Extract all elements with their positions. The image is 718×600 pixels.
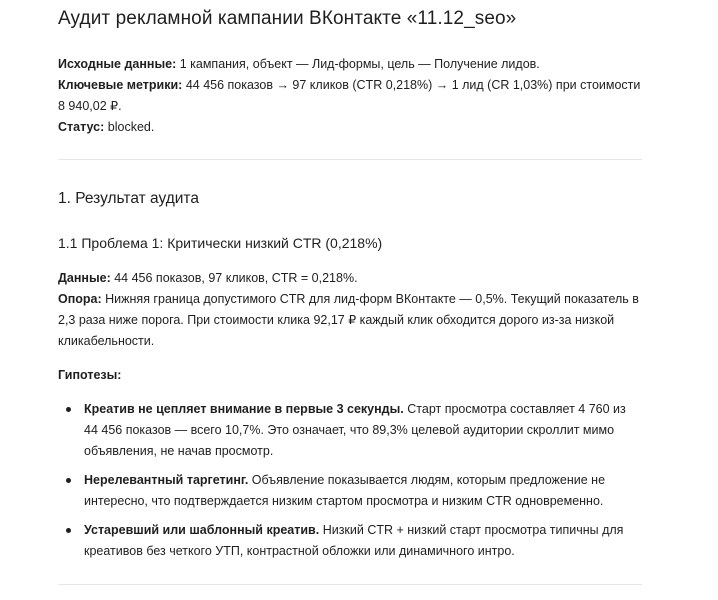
list-item [58, 520, 642, 562]
problem-details [58, 268, 642, 352]
hypothesis-text: Старт просмотра составляет 4 760 из 44 456 показов — всего 10,7%. Это означает, что 89,3% целевой аудитории скроллит мимо объявления, не начав просмотр. [84, 402, 626, 458]
basis-line [58, 289, 642, 352]
divider [58, 584, 642, 585]
list-item [58, 470, 642, 512]
source-data-text: 1 кампания, объект — Лид-формы, цель — Получение лидов. [176, 57, 540, 71]
page-title: Аудит рекламной кампании ВКонтакте «11.12_seo» [58, 8, 517, 29]
bullet-icon [66, 407, 71, 412]
hypothesis-text: Объявление показывается людям, которым предложение не интересно, что подтверждается низким стартом просмотра и низким CTR одновременно. [84, 473, 606, 508]
divider [58, 159, 642, 160]
basis-text: Нижняя граница допустимого CTR для лид-форм ВКонтакте — 0,5%. Текущий показатель в 2,3 раза ниже порога. При стоимости клика 92,17 ₽ каждый клик обходится дорого из-за низкой кликабельности. [58, 292, 639, 348]
bullet-icon [66, 528, 71, 533]
key-metrics-text: 44 456 показов → 97 кликов (CTR 0,218%) → 1 лид (CR 1,03%) при стоимости 8 940,02 ₽. [58, 78, 641, 113]
summary-block [58, 54, 642, 138]
status-label: Статус: [58, 120, 105, 134]
basis-label: Опора: [58, 292, 102, 306]
key-metrics-line [58, 75, 642, 117]
hypothesis-title: Креатив не цепляет внимание в первые 3 секунды. [84, 402, 404, 416]
source-data-label: Исходные данные: [58, 57, 177, 71]
list-item [58, 399, 642, 462]
status-line [58, 117, 642, 138]
hypothesis-title: Устаревший или шаблонный креатив. [84, 523, 320, 537]
hypotheses-list [58, 399, 642, 570]
hypothesis-text: Низкий CTR + низкий старт просмотра типичны для креативов без четкого УТП, контрастной обложки или динамичного интро. [84, 523, 624, 558]
key-metrics-label: Ключевые метрики: [58, 78, 183, 92]
bullet-icon [66, 478, 71, 483]
status-text: blocked. [104, 120, 155, 134]
section-title: 1. Результат аудита [58, 190, 199, 207]
problem-title: 1.1 Проблема 1: Критически низкий CTR (0,218%) [58, 235, 383, 251]
data-text: 44 456 показов, 97 кликов, CTR = 0,218%. [110, 271, 358, 285]
source-data-line [58, 54, 642, 75]
data-label: Данные: [58, 271, 111, 285]
hypotheses-label: Гипотезы: [58, 368, 122, 382]
data-line [58, 268, 642, 289]
hypothesis-title: Нерелевантный таргетинг. [84, 473, 249, 487]
